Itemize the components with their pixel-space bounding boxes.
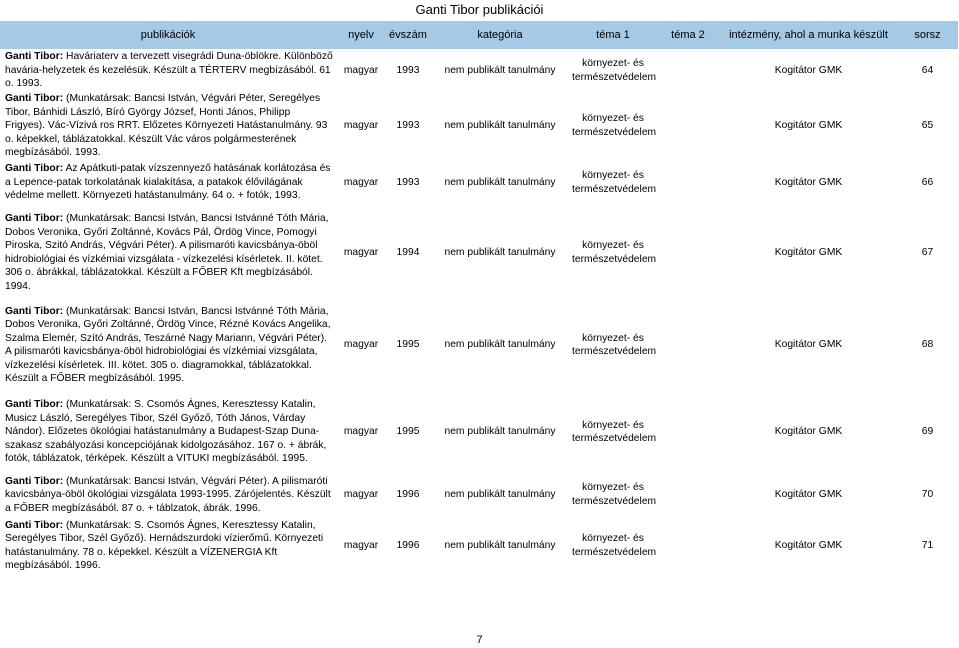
sorsz-cell: 69: [897, 391, 958, 473]
kategoria-cell: nem publikált tanulmány: [430, 92, 570, 161]
col-header-nyelv: nyelv: [336, 21, 386, 50]
evszam-cell: 1996: [386, 473, 430, 517]
sorsz-cell: 66: [897, 160, 958, 206]
publications-table: [0, 21, 958, 574]
author-name: Ganti Tibor:: [5, 519, 64, 531]
table-row: [0, 92, 958, 161]
col-header-intezmeny: intézmény, ahol a munka készült: [720, 21, 897, 50]
nyelv-cell: magyar: [336, 206, 386, 299]
kategoria-cell: nem publikált tanulmány: [430, 206, 570, 299]
tema2-cell: [656, 299, 720, 391]
evszam-cell: 1993: [386, 160, 430, 206]
publication-text: (Munkatársak: Bancsi István, Bancsi Istvánné Tóth Mária, Dobos Veronika, Győri Zoltánné, Kovács Pál, Ördög Vince, Pomogyi Piroska, Szitó András, Végvári Péter). A pilismaróti kavicsbánya-öböl hidrobiológiai és vízkémiai vizsgálata - vízkezelési kísérletek. II. kötet. 306 o. ábrákkal, táblázatokkal. Készült a FŐBER Kft megbízásából. 1994.: [5, 213, 329, 292]
intezmeny-cell: Kogitátor GMK: [720, 92, 897, 161]
table-row: [0, 299, 958, 391]
publication-text: (Munkatársak: Bancsi István, Bancsi Istvánné Tóth Mária, Dobos Veronika, Győri Zoltánné, Ördög Vince, Rézné Kovács Angelika, Szalma Elemér, Szító András, Teszárné Nagy Mariann, Végvári Péter). A pilismaróti kavicsbánya-öböl hidrobiológiai és vízkémiai vizsgálata, vízkezelési kísérletek. III. kötet. 305 o. diagramokkal, táblázatokkal. Készült a FŐBER megbízásából. 1995.: [5, 305, 331, 384]
page-number: 7: [476, 634, 483, 646]
sorsz-cell: 68: [897, 299, 958, 391]
header-row: [0, 21, 958, 50]
tema1-cell: környezet- és természetvédelem: [570, 206, 656, 299]
col-header-tema1: téma 1: [570, 21, 656, 50]
tema2-cell: [656, 160, 720, 206]
tema1-cell: környezet- és természetvédelem: [570, 391, 656, 473]
kategoria-cell: nem publikált tanulmány: [430, 473, 570, 517]
table-row: [0, 473, 958, 517]
author-name: Ganti Tibor:: [5, 305, 64, 317]
tema2-cell: [656, 391, 720, 473]
col-header-tema2: téma 2: [656, 21, 720, 50]
col-header-publikaciok: publikációk: [0, 21, 336, 50]
author-name: Ganti Tibor:: [5, 51, 64, 63]
nyelv-cell: magyar: [336, 160, 386, 206]
publication-text: (Munkatársak: S. Csomós Ágnes, Keresztessy Katalin, Musicz László, Seregélyes Tibor, Szél Győző, Tóth János, Várday Nándor). Előzetes ökológiai hatástanulmány a Budapest-Szap Duna-szakasz szabályozási koncepciójának kidolgozásához. 167 o. + ábrák, fotók, táblázatok, térképek. Készült a VITUKI megbízásából. 1995.: [5, 399, 327, 465]
table-row: [0, 391, 958, 473]
publication-text: (Munkatársak: Bancsi István, Végvári Péter). A pilismaróti kavicsbánya-öböl ökológiai vizsgálata 1993-1995. Zárójelentés. Készült a FŐBER megbízásából. 87 o. + táblzatok, ábrák. 1996.: [5, 475, 331, 514]
table-row: [0, 206, 958, 299]
tema1-cell: környezet- és természetvédelem: [570, 517, 656, 574]
tema2-cell: [656, 206, 720, 299]
tema2-cell: [656, 92, 720, 161]
evszam-cell: 1994: [386, 206, 430, 299]
tema1-cell: környezet- és természetvédelem: [570, 160, 656, 206]
kategoria-cell: nem publikált tanulmány: [430, 517, 570, 574]
table-row: [0, 160, 958, 206]
nyelv-cell: magyar: [336, 391, 386, 473]
sorsz-cell: 65: [897, 92, 958, 161]
col-header-sorsz: sorsz: [897, 21, 958, 50]
kategoria-cell: nem publikált tanulmány: [430, 50, 570, 92]
publication-cell: [0, 299, 336, 391]
author-name: Ganti Tibor:: [5, 213, 64, 224]
nyelv-cell: magyar: [336, 92, 386, 161]
evszam-cell: 1995: [386, 391, 430, 473]
intezmeny-cell: Kogitátor GMK: [720, 473, 897, 517]
sorsz-cell: 64: [897, 50, 958, 92]
nyelv-cell: magyar: [336, 473, 386, 517]
tema1-cell: környezet- és természetvédelem: [570, 92, 656, 161]
publication-cell: [0, 391, 336, 473]
intezmeny-cell: Kogitátor GMK: [720, 160, 897, 206]
tema2-cell: [656, 50, 720, 92]
publication-text: Haváriaterv a tervezett visegrádi Duna-öblökre. Különböző havária-helyzetek és kezelésük. Készült a TÉRTERV megbízásából. 61 o. 1993.: [5, 51, 333, 90]
author-name: Ganti Tibor:: [5, 399, 64, 411]
col-header-kategoria: kategória: [430, 21, 570, 50]
kategoria-cell: nem publikált tanulmány: [430, 160, 570, 206]
publication-cell: [0, 517, 336, 574]
intezmeny-cell: Kogitátor GMK: [720, 299, 897, 391]
sorsz-cell: 71: [897, 517, 958, 574]
intezmeny-cell: Kogitátor GMK: [720, 391, 897, 473]
kategoria-cell: nem publikált tanulmány: [430, 299, 570, 391]
publication-text: Az Apátkuti-patak vízszennyező hatásának korlátozása és a Lepence-patak torkolatának kialakítása, a patakok élővilágának védelme mellett. Környezeti hatástanulmány. 64 o. + fotók, 1993.: [5, 163, 331, 202]
intezmeny-cell: Kogitátor GMK: [720, 517, 897, 574]
tema1-cell: környezet- és természetvédelem: [570, 50, 656, 92]
publication-cell: [0, 92, 336, 161]
evszam-cell: 1993: [386, 92, 430, 161]
author-name: Ganti Tibor:: [5, 93, 64, 104]
nyelv-cell: magyar: [336, 517, 386, 574]
evszam-cell: 1995: [386, 299, 430, 391]
table-row: [0, 50, 958, 92]
nyelv-cell: magyar: [336, 299, 386, 391]
evszam-cell: 1993: [386, 50, 430, 92]
kategoria-cell: nem publikált tanulmány: [430, 391, 570, 473]
intezmeny-cell: Kogitátor GMK: [720, 50, 897, 92]
author-name: Ganti Tibor:: [5, 475, 64, 487]
nyelv-cell: magyar: [336, 50, 386, 92]
author-name: Ganti Tibor:: [5, 163, 64, 175]
publication-cell: [0, 206, 336, 299]
publication-cell: [0, 50, 336, 92]
sorsz-cell: 67: [897, 206, 958, 299]
publication-cell: [0, 473, 336, 517]
tema1-cell: környezet- és természetvédelem: [570, 299, 656, 391]
sorsz-cell: 70: [897, 473, 958, 517]
publication-text: (Munkatársak: Bancsi István, Végvári Péter, Seregélyes Tibor, Bánhidi László, Bíró György József, Honti János, Philipp Frigyes). Vác-Vízivá ros RRT. Előzetes Környezeti Hatástanulmány. 93 o. képekkel, táblázatokkal. Készült Vác város polgármesterének megbízásából. 1993.: [5, 93, 328, 158]
table-row: [0, 517, 958, 574]
tema2-cell: [656, 517, 720, 574]
tema1-cell: környezet- és természetvédelem: [570, 473, 656, 517]
publication-cell: [0, 160, 336, 206]
tema2-cell: [656, 473, 720, 517]
publication-text: (Munkatársak: S. Csomós Ágnes, Keresztessy Katalin, Seregélyes Tibor, Szél Győző). Hernádszurdoki vízierőmű. Környezeti hatástanulmány. 78 o. képekkel. Készült a VÍZENERGIA Kft megbízásából. 1996.: [5, 519, 324, 572]
col-header-evszam: évszám: [386, 21, 430, 50]
intezmeny-cell: Kogitátor GMK: [720, 206, 897, 299]
evszam-cell: 1996: [386, 517, 430, 574]
page-title: Ganti Tibor publikációi: [415, 2, 544, 17]
